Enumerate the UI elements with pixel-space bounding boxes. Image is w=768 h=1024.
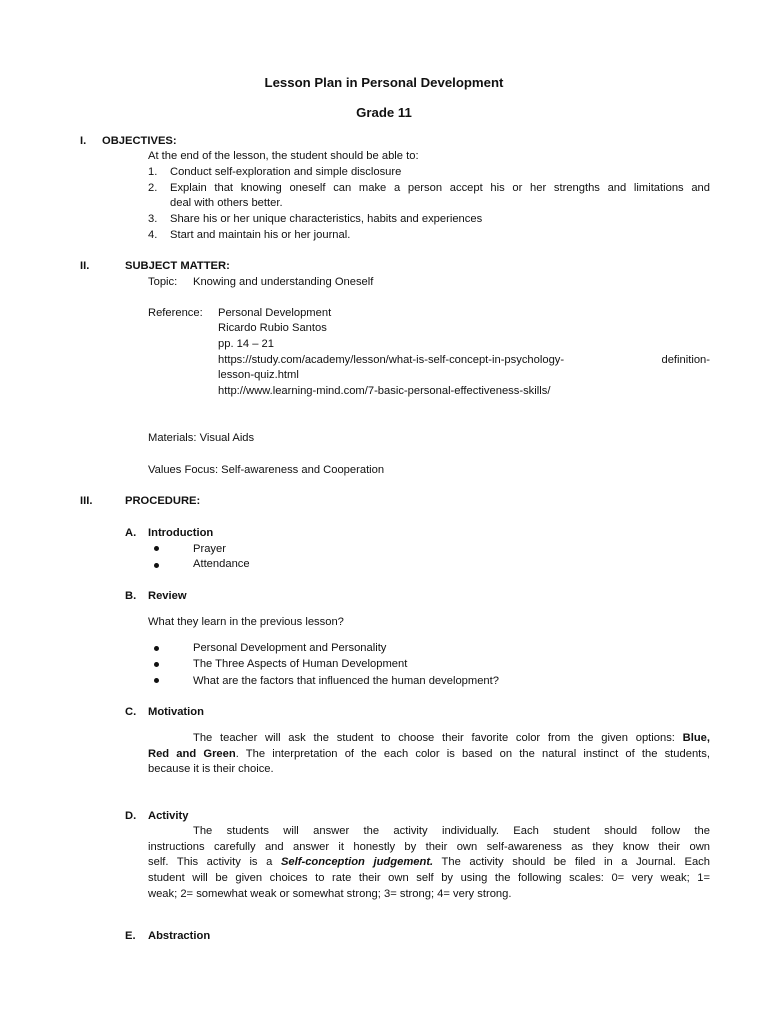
review-item: Personal Development and Personality [193, 642, 387, 654]
activity-title: Activity [148, 810, 189, 822]
subject-matter-numeral: II. [80, 260, 90, 272]
reference-url[interactable]: https://study.com/academy/lesson/what-is-self-concept-in-psychology- definition- [218, 354, 710, 366]
motivation-line: Red and Green. The interpretation of the each color is based on the natural instinct of the students, [148, 748, 710, 760]
abstraction-letter: E. [125, 930, 136, 942]
review-question: What they learn in the previous lesson? [148, 616, 344, 628]
activity-line: The students will answer the activity individually. Each student should follow the [193, 825, 710, 837]
motivation-title: Motivation [148, 706, 204, 718]
topic-label: Topic: [148, 276, 178, 288]
activity-line: self. This activity is a Self-conception judgement. The activity should be filed in a Journal. Each [148, 856, 710, 868]
review-item: The Three Aspects of Human Development [193, 658, 408, 670]
procedure-numeral: III. [80, 495, 93, 507]
objectives-numeral: I. [80, 135, 87, 147]
review-letter: B. [125, 590, 137, 602]
reference-url-continued[interactable]: lesson-quiz.html [218, 369, 299, 381]
objective-item: Start and maintain his or her journal. [170, 229, 351, 241]
activity-line: student will be given choices to rate their own self by using the following scales: 0= very weak; 1= [148, 872, 710, 884]
activity-letter: D. [125, 810, 137, 822]
reference-item: Ricardo Rubio Santos [218, 322, 327, 334]
reference-url[interactable]: http://www.learning-mind.com/7-basic-personal-effectiveness-skills/ [218, 385, 551, 397]
topic-value: Knowing and understanding Oneself [193, 276, 374, 288]
review-item: What are the factors that influenced the human development? [193, 675, 499, 687]
values-focus-line: Values Focus: Self-awareness and Cooperation [148, 464, 385, 476]
bullet-icon [154, 646, 159, 651]
objective-number: 1. [148, 166, 158, 178]
bullet-icon [154, 563, 159, 568]
bullet-icon [154, 662, 159, 667]
motivation-letter: C. [125, 706, 137, 718]
introduction-item: Prayer [193, 543, 226, 555]
introduction-letter: A. [125, 527, 137, 539]
motivation-line: because it is their choice. [148, 763, 274, 775]
document-title: Lesson Plan in Personal Development [264, 75, 504, 90]
review-title: Review [148, 590, 187, 602]
objective-item: Conduct self-exploration and simple disclosure [170, 166, 402, 178]
objective-item: Explain that knowing oneself can make a person accept his or her strengths and limitations and [170, 182, 710, 194]
bullet-icon [154, 546, 159, 551]
reference-label: Reference: [148, 307, 203, 319]
objective-number: 2. [148, 182, 158, 194]
procedure-heading: PROCEDURE: [125, 495, 201, 507]
introduction-title: Introduction [148, 527, 214, 539]
grade-heading: Grade 11 [356, 105, 412, 120]
objective-item-continued: deal with others better. [170, 197, 283, 209]
objective-number: 4. [148, 229, 158, 241]
abstraction-title: Abstraction [148, 930, 211, 942]
objective-item: Share his or her unique characteristics, habits and experiences [170, 213, 483, 225]
reference-item: Personal Development [218, 307, 332, 319]
activity-line: weak; 2= somewhat weak or somewhat strong; 3= strong; 4= very strong. [148, 888, 512, 900]
objectives-intro: At the end of the lesson, the student should be able to: [148, 150, 419, 162]
bullet-icon [154, 678, 159, 683]
materials-line: Materials: Visual Aids [148, 432, 255, 444]
objective-number: 3. [148, 213, 158, 225]
objectives-heading: OBJECTIVES: [102, 135, 177, 147]
activity-line: instructions carefully and answer it honestly by their own self-awareness as they know their own [148, 841, 710, 853]
introduction-item: Attendance [193, 558, 250, 570]
motivation-line: The teacher will ask the student to choose their favorite color from the given options: Blue, [193, 732, 711, 744]
subject-matter-heading: SUBJECT MATTER: [125, 260, 230, 272]
reference-item: pp. 14 – 21 [218, 338, 274, 350]
